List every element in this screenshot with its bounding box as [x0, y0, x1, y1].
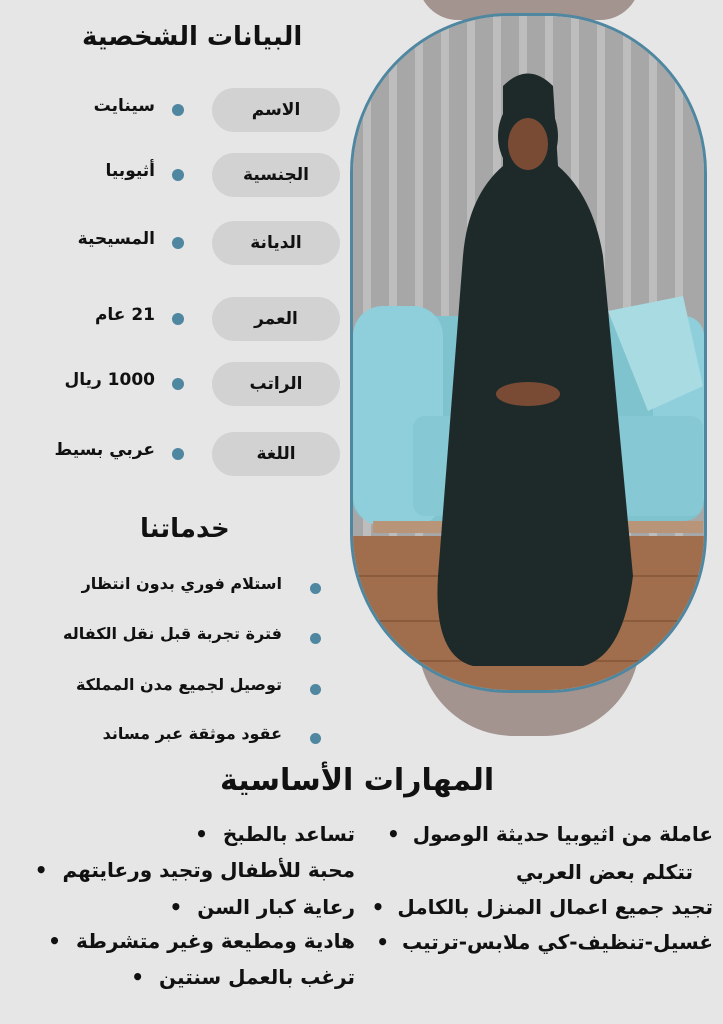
field-row-age — [0, 297, 350, 341]
skill-text: تساعد بالطبخ — [222, 822, 355, 846]
bullet-icon: • — [387, 822, 400, 846]
skill-item — [48, 929, 355, 953]
field-row-language — [0, 432, 350, 476]
service-text: استلام فوري بدون انتظار — [81, 574, 282, 593]
service-item — [30, 572, 330, 602]
bullet-dot — [310, 583, 321, 594]
bullet-dot — [310, 684, 321, 695]
skill-item — [131, 965, 355, 989]
field-label-name: الاسم — [212, 88, 340, 132]
worker-photo — [350, 13, 707, 693]
field-row-salary — [0, 362, 350, 406]
bullet-dot — [172, 237, 184, 249]
services-heading: خدماتنا — [140, 514, 230, 544]
field-value-salary: 1000 ريال — [64, 370, 155, 390]
field-label-nationality: الجنسية — [212, 153, 340, 197]
field-value-name: سينايت — [93, 96, 155, 116]
bullet-icon: • — [169, 895, 183, 919]
service-text: عقود موثقة عبر مساند — [102, 724, 282, 743]
field-row-name — [0, 88, 350, 132]
skill-text: تتكلم بعض العربي — [515, 860, 693, 884]
service-text: توصيل لجميع مدن المملكة — [75, 675, 282, 694]
skill-text: ترغب بالعمل سنتين — [159, 965, 355, 989]
skill-item — [35, 858, 355, 882]
bullet-icon: • — [48, 929, 61, 953]
service-item — [30, 673, 330, 703]
bullet-icon: • — [34, 858, 48, 882]
bullet-icon: • — [376, 930, 389, 954]
field-value-age: 21 عام — [94, 305, 155, 325]
bullet-dot — [172, 169, 184, 181]
service-item — [30, 722, 330, 752]
skill-text: محبة للأطفال وتجيد ورعايتهم — [62, 858, 355, 882]
field-row-nationality — [0, 153, 350, 197]
skill-item — [169, 895, 355, 919]
field-label-language: اللغة — [212, 432, 340, 476]
bullet-icon: • — [131, 965, 145, 989]
skill-item — [195, 822, 355, 846]
bullet-dot — [172, 313, 184, 325]
skill-text: هادية ومطيعة وغير متشرطة — [75, 929, 355, 953]
bullet-icon: • — [195, 822, 208, 846]
bullet-dot — [172, 448, 184, 460]
skill-text: تجيد جميع اعمال المنزل بالكامل — [397, 895, 713, 919]
skills-heading: المهارات الأساسية — [220, 763, 495, 798]
skill-text: عاملة من اثيوبيا حديثة الوصول — [412, 822, 713, 846]
field-label-salary: الراتب — [212, 362, 340, 406]
skill-item — [376, 930, 713, 954]
bullet-dot — [310, 633, 321, 644]
skill-text: رعاية كبار السن — [197, 895, 355, 919]
skill-item — [372, 895, 713, 919]
bullet-dot — [172, 104, 184, 116]
bullet-dot — [172, 378, 184, 390]
skill-text: غسيل-تنظيف-كي ملابس-ترتيب — [401, 930, 713, 954]
field-value-religion: المسيحية — [77, 229, 155, 249]
skill-item — [516, 860, 693, 884]
field-label-age: العمر — [212, 297, 340, 341]
service-text: فترة تجربة قبل نقل الكفاله — [62, 624, 282, 643]
field-value-language: عربي بسيط — [54, 440, 155, 460]
field-row-religion — [0, 221, 350, 265]
field-value-nationality: أثيوبيا — [105, 161, 155, 181]
personal-info-heading: البيانات الشخصية — [82, 22, 303, 52]
skill-item — [387, 822, 713, 846]
service-item — [30, 622, 330, 652]
bullet-icon: • — [371, 895, 385, 919]
bullet-dot — [310, 733, 321, 744]
field-label-religion: الديانة — [212, 221, 340, 265]
